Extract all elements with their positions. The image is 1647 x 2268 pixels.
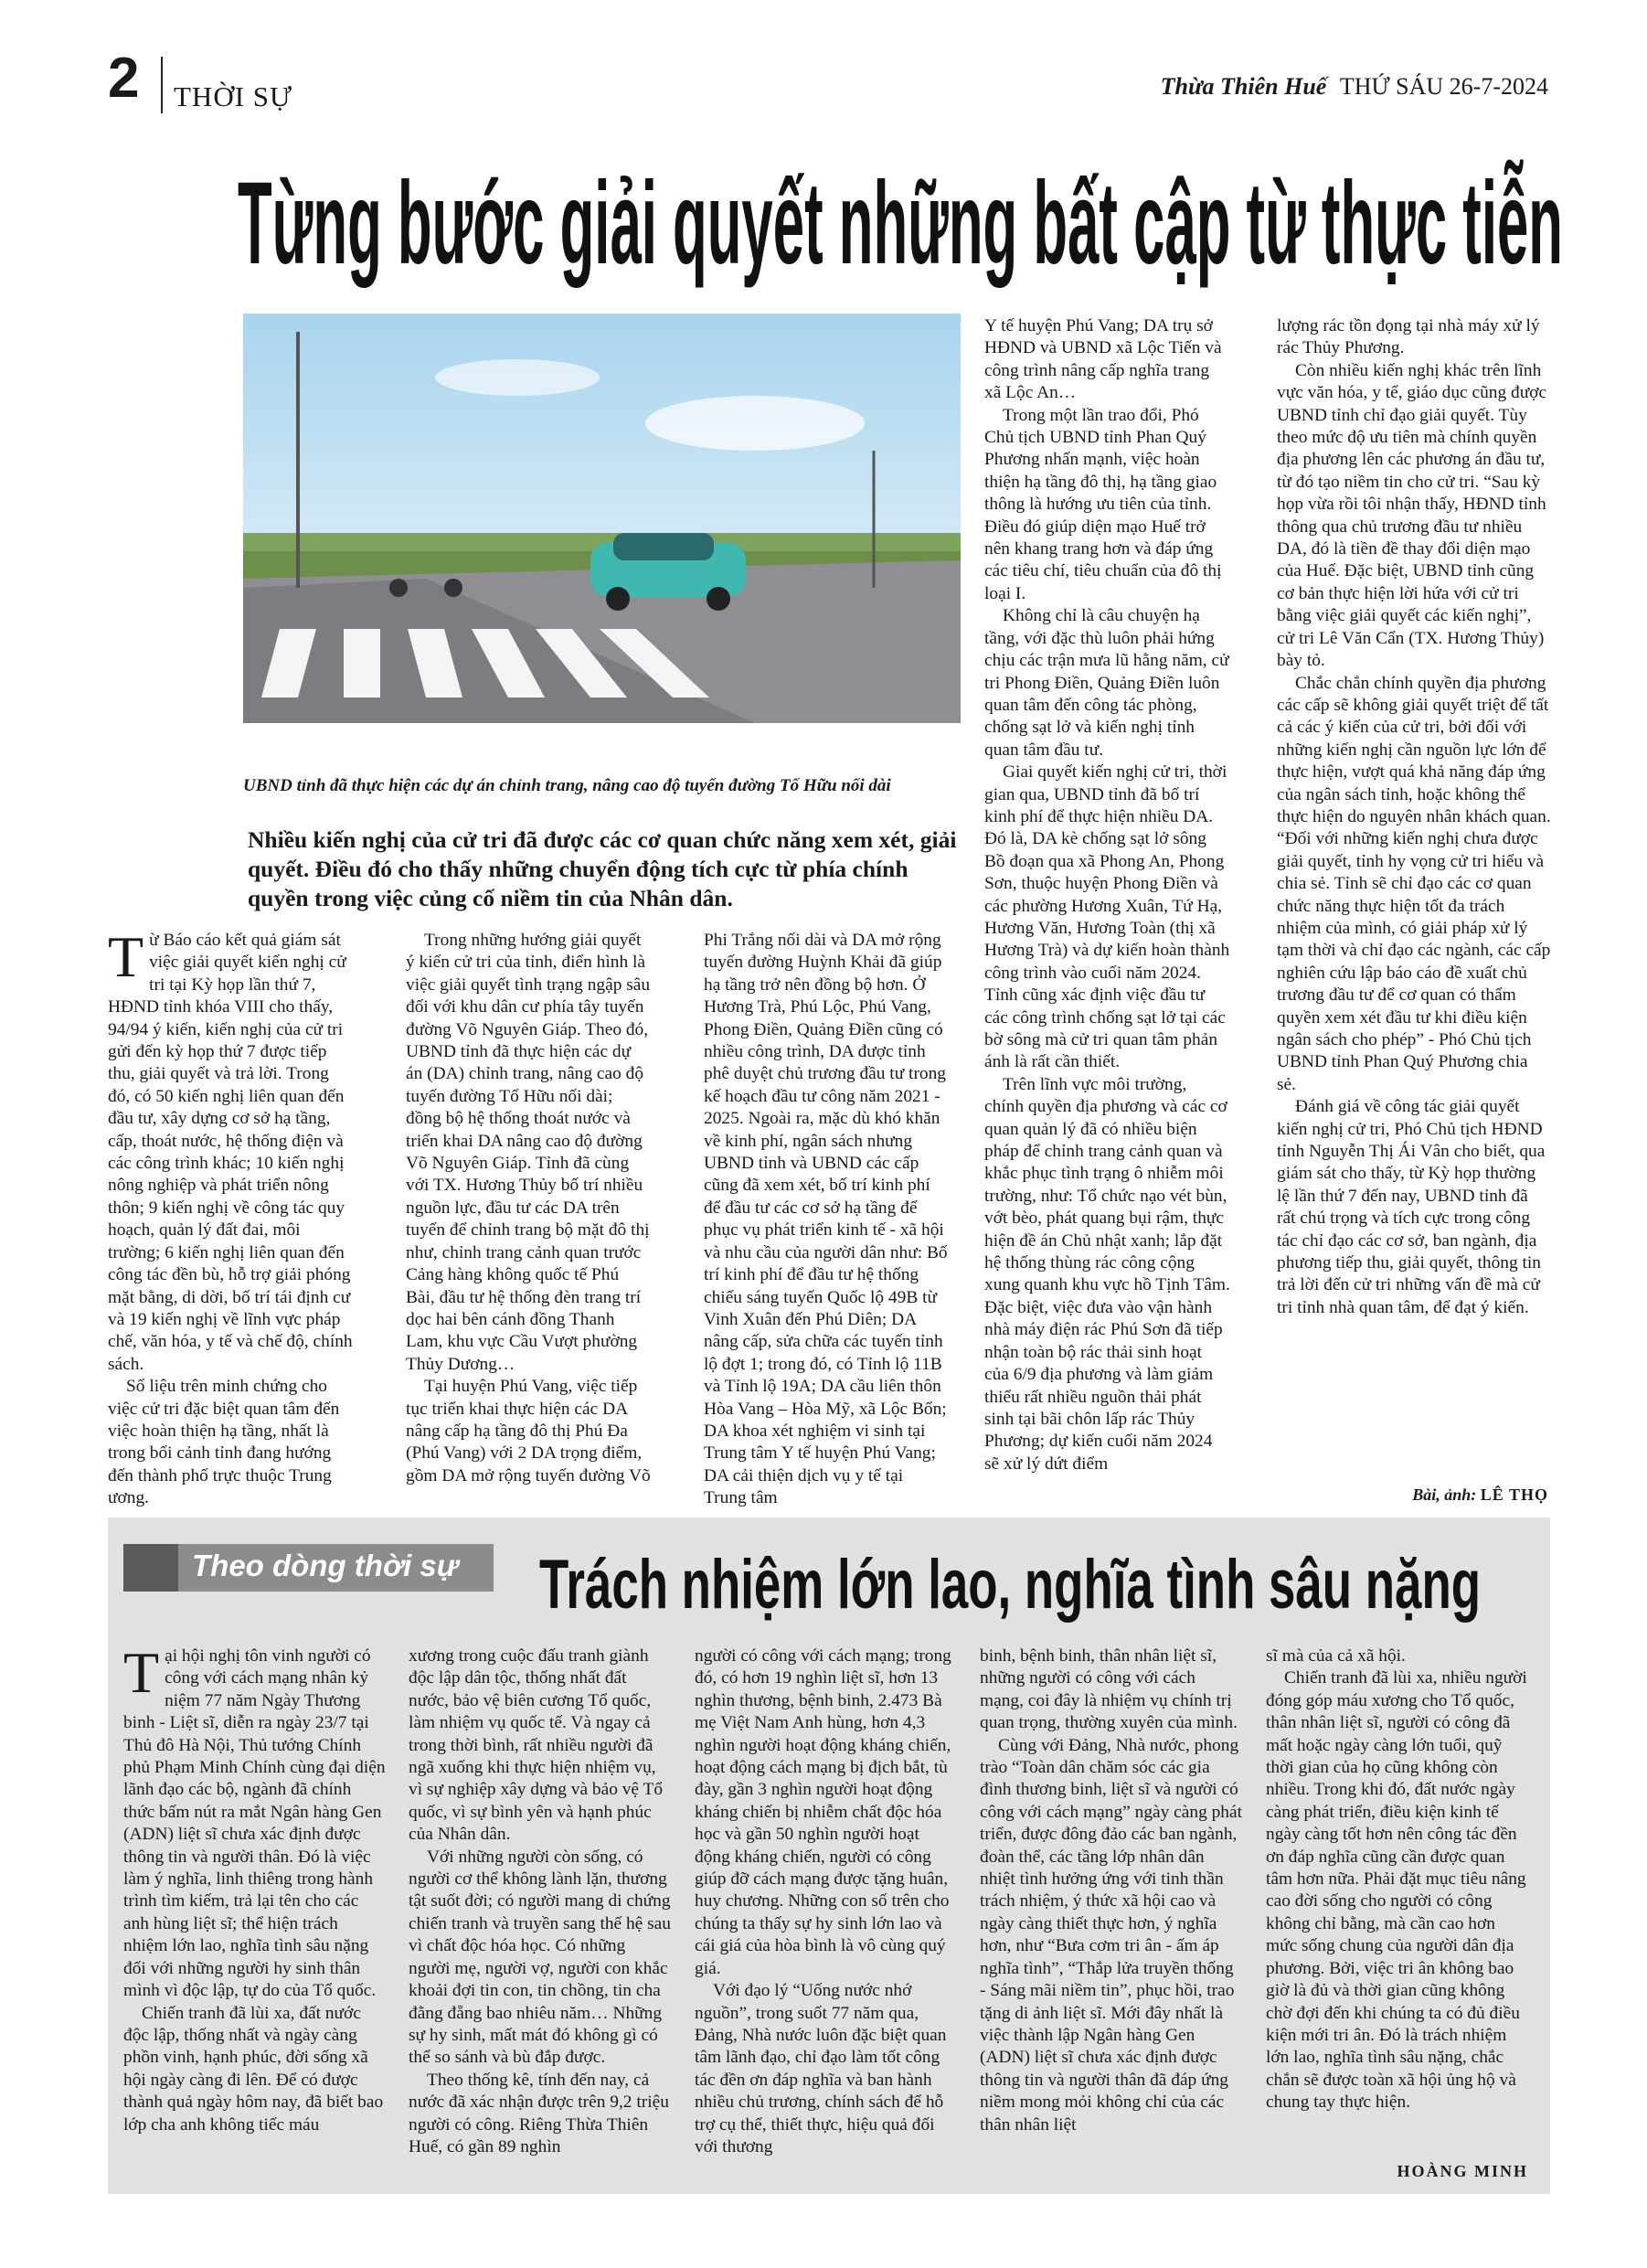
article1-column-1	[108, 924, 354, 1510]
paragraph	[108, 924, 354, 1376]
headline-text: Trách nhiệm lớn lao, nghĩa tình sâu nặng	[539, 1546, 1481, 1623]
headline-text: Từng bước giải quyết những bất cập từ thực tiễn	[238, 158, 1563, 289]
masthead	[1161, 73, 1548, 101]
article1-byline	[1412, 1485, 1548, 1505]
article-lede: Nhiều kiến nghị của cử tri đã được các cơ quan chức năng xem xét, giải quyết. Điều đó cho thấy những chuyển động tích cực từ phía chính quyền trong việc củng cố niềm tin của Nhân dân.	[248, 826, 957, 911]
paragraph: Tại huyện Phú Vang, việc tiếp tục triển khai thực hiện các DA nâng cấp hạ tầng đô thị Phú Đa (Phú Vang) với 2 DA trọng điểm, gồm DA mở rộng tuyến đường Võ	[406, 1377, 651, 1485]
section-label: THỜI SỰ	[174, 80, 293, 112]
paragraph: Cùng với Đảng, Nhà nước, phong trào “Toàn dân chăm sóc các gia đình thương binh, liệt sĩ và người có công với cách mạng” ngày càng phát triển, được đông đảo các ban ngành, đoàn thể, các tầng lớp nhân dân nhiệt tình hưởng ứng với tinh thần trách nhiệm, ý thức xã hội cao và ngày càng thiết thực hơn, ý nghĩa hơn, như “Bưa cơm tri ân - ấm áp nghĩa tình”, “Thắp lửa truyền thống - Sáng mãi niềm tin”, phục hồi, trao tặng di ảnh liệt sĩ. Mới đây nhất là việc thành lập Ngân hàng Gen (ADN) liệt sĩ chưa xác định được thông tin và người thân đã đáp ứng niềm mong mỏi không chỉ của các thân nhân liệt	[980, 1735, 1242, 2135]
paragraph: Phi Trắng nối dài và DA mở rộng tuyến đường Huỳnh Khải đã giúp hạ tầng trở nên đồng bộ hơn. Ở Hương Trà, Phú Lộc, Phú Vang, Phong Điền, Quảng Điền cũng có nhiều công trình, DA được tỉnh phê duyệt chủ trương đầu tư trong kế hoạch đầu tư công năm 2021 - 2025. Ngoài ra, mặc dù khó khăn về kinh phí, ngân sách nhưng UBND tỉnh và UBND các cấp cũng đã xem xét, bố trí kinh phí để đầu tư các cơ sở hạ tầng để phục vụ phát triển kinh tế - xã hội và nhu cầu của người dân như: Bố trí kinh phí để đầu tư hệ thống chiếu sáng tuyến Quốc lộ 49B từ Vinh Xuân đến Phú Diên; DA nâng cấp, sửa chữa các tuyến tỉnh lộ đợt 1; trong đó, có Tỉnh lộ 11B và Tỉnh lộ 19A; DA cầu liên thôn Hòa Vang – Hòa Mỹ, xã Lộc Bổn; DA khoa xét nghiệm vi sinh tại Trung tâm Y tế huyện Phú Vang; DA cải thiện dịch vụ y tế tại Trung tâm	[704, 931, 948, 1508]
article2-column-4	[980, 1645, 1242, 2136]
paragraph: Giai quyết kiến nghị cử tri, thời gian qua, UBND tỉnh đã bố trí kinh phí để thực hiện nhiều DA. Đó là, DA kè chống sạt lở sông Bồ đoạn qua xã Phong An, Phong Sơn, thuộc huyện Phong Điền và các phường Hương Xuân, Tứ Hạ, Hương Văn, Hương Toàn (thị xã Hương Trà) và dự kiến hoàn thành công trình vào cuối năm 2024. Tỉnh cũng xác định việc đầu tư các công trình chống sạt lở tại các bờ sông mà cử tri quan tâm phản ánh là rất cần thiết.	[984, 762, 1230, 1072]
paragraph: Không chỉ là câu chuyện hạ tầng, với đặc thù luôn phải hứng chịu các trận mưa lũ hằng năm, cử tri Phong Điền, Quảng Điền luôn quan tâm đến công tác phòng, chống sạt lở và kiến nghị tỉnh quan tâm đầu tư.	[984, 606, 1229, 760]
article2-column-1	[123, 1640, 386, 2136]
column-tag: Theo dòng thời sự	[192, 1549, 459, 1582]
paragraph: Chiến tranh đã lùi xa, nhiều người đóng góp máu xương cho Tổ quốc, thân nhân liệt sĩ, người có công đã mất hoặc ngày càng lớn tuổi, quỹ thời gian của họ cũng không còn nhiều. Trong khi đó, đất nước ngày càng phát triển, điều kiện kinh tế ngày càng tốt hơn nên công tác đền ơn đáp nghĩa cũng cần được quan tâm hơn nữa. Phải đặt mục tiêu nâng cao đời sống cho người có công không chỉ bằng, mà cần cao hơn mức sống chung của người dân địa phương. Bởi, việc tri ân không bao giờ là đủ và thời gian cũng không chờ đợi đến khi chúng ta có đủ điều kiện mới tri ân. Đó là trách nhiệm lớn lao, nghĩa tình sâu nặng, chắc chắn sẽ được toàn xã hội ủng hộ và chung tay thực hiện.	[1266, 1668, 1527, 2113]
paragraph: xương trong cuộc đấu tranh giành độc lập dân tộc, thống nhất đất nước, bảo vệ biên cương Tổ quốc, làm nhiệm vụ quốc tế. Và ngay cả trong thời bình, rất nhiều người đã ngã xuống khi thực hiện nhiệm vụ, vì sự nghiệp xây dựng và bảo vệ Tổ quốc, vì sự bình yên và hạnh phúc của Nhân dân.	[409, 1646, 664, 1845]
paragraph: người có công với cách mạng; trong đó, có hơn 19 nghìn liệt sĩ, hơn 13 nghìn thương, bệnh binh, 2.473 Bà mẹ Việt Nam Anh hùng, hơn 4,3 nghìn người hoạt động kháng chiến, hoạt động cách mạng bị địch bắt, tù đày, gần 3 nghìn người hoạt động kháng chiến bị nhiễm chất độc hóa học và gần 50 nghìn người hoạt động kháng chiến, người có công giúp đỡ cách mạng được tặng huân, huy chương. Những con số trên cho chúng ta thấy sự hy sinh lớn lao và cái giá của hòa bình là vô cùng quý giá.	[695, 1646, 951, 1978]
article2-byline: HOÀNG MINH	[1397, 2162, 1528, 2180]
paragraph: sĩ mà của cả xã hội.	[1266, 1646, 1406, 1666]
photo-caption: UBND tỉnh đã thực hiện các dự án chỉnh trang, nâng cao độ tuyến đường Tố Hữu nối dài	[243, 776, 891, 795]
publication-name: Thừa Thiên Huế	[1160, 73, 1327, 100]
paragraph: Y tế huyện Phú Vang; DA trụ sở HĐND và UBND xã Lộc Tiến và công trình nâng cấp nghĩa trang xã Lộc An…	[984, 316, 1222, 403]
article2-column-2	[409, 1645, 671, 2158]
section-divider	[161, 57, 163, 113]
article2-column-5	[1266, 1645, 1528, 2114]
paragraph-text: ại hội nghị tôn vinh người có công với cách mạng nhân kỷ niệm 77 năm Ngày Thương binh - Liệt sĩ, diễn ra ngày 23/7 tại Thủ đô Hà Nội, Thủ tướng Chính phủ Phạm Minh Chính cùng đại diện lãnh đạo các bộ, ngành đã chính thức bấm nút ra mắt Ngân hàng Gen (ADN) liệt sĩ chưa xác định được thông tin và người thân. Đó là việc làm ý nghĩa, linh thiêng trong hành trình tìm kiếm, trả lại tên cho các anh hùng liệt sĩ; thể hiện trách nhiệm lớn lao, nghĩa tình sâu nặng đối với những người hy sinh thân mình vì độc lập, tự do của Tổ quốc.	[123, 1646, 386, 2001]
article1-column-2	[406, 930, 652, 1487]
drop-cap: T	[108, 924, 144, 989]
byline-prefix: Bài, ảnh:	[1412, 1485, 1477, 1504]
paragraph: Còn nhiều kiến nghị khác trên lĩnh vực văn hóa, y tế, giáo dục cũng được UBND tỉnh chỉ đạo giải quyết. Tùy theo mức độ ưu tiên mà chính quyền địa phương lên các phương án đầu tư, từ đó tạo niềm tin cho cử tri. “Sau kỳ họp vừa rồi tôi nhận thấy, HĐND tỉnh thông qua chủ trương đầu tư nhiều DA, đó là tiền đề thay đổi diện mạo của Huế. Đặc biệt, UBND tỉnh cũng cơ bản thực hiện lời hứa với cử tri bằng việc giải quyết các kiến nghị”, cử tri Lê Văn Cẩn (TX. Hương Thủy) bày tỏ.	[1277, 360, 1547, 671]
article1-column-4	[984, 315, 1230, 1475]
paragraph: Trong những hướng giải quyết ý kiến cử tri của tỉnh, điển hình là việc giải quyết tình trạng ngập sâu đối với khu dân cư phía tây tuyến đường Võ Nguyên Giáp. Theo đó, UBND tỉnh đã thực hiện các dự án (DA) chỉnh trang, nâng cao độ tuyến đường Tố Hữu nối dài; đồng bộ hệ thống thoát nước và triển khai DA nâng cao độ đường Võ Nguyên Giáp. Tỉnh đã cùng với TX. Hương Thủy bố trí nhiều nguồn lực, đầu tư các DA trên tuyến để chỉnh trang bộ mặt đô thị như, chỉnh trang cảnh quan trước Cảng hàng không quốc tế Phú Bài, đầu tư hệ thống đèn trang trí dọc hai bên cánh đồng Thanh Lam, khu vực Cầu Vượt phường Thủy Dương…	[406, 931, 651, 1374]
article1-column-3	[704, 930, 950, 1510]
paragraph	[123, 1640, 386, 2003]
paragraph: Với đạo lý “Uống nước nhớ nguồn”, trong suốt 77 năm qua, Đảng, Nhà nước luôn đặc biệt quan tâm lãnh đạo, chỉ đạo làm tốt công tác đền ơn đáp nghĩa và ban hành nhiều chủ trương, chính sách để hỗ trợ cụ thể, thiết thực, hiệu quả đối với thương	[695, 1981, 947, 2156]
page-number: 2	[108, 47, 140, 110]
paragraph: Với những người còn sống, có người cơ thể không lành lặn, thương tật suốt đời; có người mang di chứng chiến tranh và truyền sang thế hệ sau vì chất độc hóa học. Có những người mẹ, người vợ, người con khắc khoải đợi tin con, tin chồng, tin cha đằng đẵng bao nhiêu năm… Những sự hy sinh, mất mát đó không gì có thể so sánh và bù đắp được.	[409, 1847, 671, 2068]
paragraph: Chiến tranh đã lùi xa, đất nước độc lập, thống nhất và ngày càng phồn vinh, hạnh phúc, đời sống xã hội ngày càng đi lên. Để có được thành quả ngày hôm nay, đã biết bao lớp cha anh không tiếc máu	[123, 2003, 384, 2135]
paragraph: Số liệu trên minh chứng cho việc cử tri đặc biệt quan tâm đến việc hoàn thiện hạ tầng, nhất là trong bối cảnh tỉnh đang hướng đến thành phố trực thuộc Trung ương.	[108, 1377, 340, 1508]
paragraph: Trên lĩnh vực môi trường, chính quyền địa phương và các cơ quan quản lý đã có nhiều biện pháp để chỉnh trang cảnh quan và khắc phục tình trạng ô nhiễm môi trường, như: Tổ chức nạo vét bùn, vớt bèo, phát quang bụi rậm, thực hiện đề án Chủ nhật xanh; lắp đặt hệ thống thùng rác công cộng xung quanh khu vực hồ Tịnh Tâm. Đặc biệt, việc đưa vào vận hành nhà máy điện rác Phú Sơn đã tiếp nhận toàn bộ rác thải sinh hoạt của 6/9 địa phương và làm giảm thiểu rất nhiều nguồn thải phát sinh tại bãi chôn lấp rác Thủy Phương; dự kiến cuối năm 2024 sẽ xử lý dứt điểm	[984, 1074, 1230, 1474]
commentary-headline	[535, 1539, 1485, 1623]
article-photo	[243, 314, 961, 723]
article1-column-5	[1277, 315, 1551, 1319]
paragraph: Chắc chắn chính quyền địa phương các cấp sẽ không giải quyết triệt để tất cả các ý kiến của cử tri, bởi đối với những kiến nghị cần nguồn lực lớn để thực hiện, vượt quá khả năng đáp ứng của ngân sách tỉnh, hoặc không thể thực hiện do nguyên nhân khách quan. “Đối với những kiến nghị chưa được giải quyết, tỉnh hy vọng cử tri hiểu và chia sẻ. Tỉnh sẽ chỉ đạo các cơ quan chức năng thực hiện tốt đa trách nhiệm của mình, có giải pháp xử lý tạm thời và chỉ đạo các ngành, các cấp nghiên cứu lập báo cáo đề xuất chủ trương đầu tư để cơ quan có thẩm quyền xem xét đầu tư khi điều kiện ngân sách cho phép” - Phó Chủ tịch UBND tỉnh Phan Quý Phương chia sẻ.	[1277, 673, 1551, 1094]
paragraph-text: ừ Báo cáo kết quả giám sát việc giải quyết kiến nghị cử tri tại Kỳ họp lần thứ 7, HĐND tỉnh khóa VIII cho thấy, 94/94 ý kiến, kiến nghị của cử tri gửi đến kỳ họp thứ 7 được tiếp thu, giải quyết và trả lời. Trong đó, có 50 kiến nghị liên quan đến đầu tư, xây dựng cơ sở hạ tầng, cấp, thoát nước, hệ thống điện và các công trình khác; 10 kiến nghị nông nghiệp và phát triển nông thôn; 9 kiến nghị về công tác quy hoạch, quản lý đất đai, môi trường; 6 kiến nghị liên quan đến công tác đền bù, hỗ trợ giải phóng mặt bằng, di dời, bố trí tái định cư và 19 kiến nghị về lĩnh vực pháp chế, văn hóa, y tế và chế độ, chính sách.	[108, 931, 353, 1374]
column-tag-accent	[123, 1544, 178, 1592]
article-headline	[228, 155, 1572, 293]
paragraph: Theo thống kê, tính đến nay, cả nước đã xác nhận được trên 9,2 triệu người có công. Riêng Thừa Thiên Huế, có gần 89 nghìn	[409, 2070, 669, 2156]
byline-name: LÊ THỌ	[1480, 1485, 1548, 1504]
paragraph: Trong một lần trao đổi, Phó Chủ tịch UBND tỉnh Phan Quý Phương nhấn mạnh, việc hoàn thiện hạ tầng đô thị, hạ tầng giao thông là hướng ưu tiên của tỉnh. Điều đó giúp diện mạo Huế trở nên khang trang hơn và đáp ứng các tiêu chí, tiêu chuẩn của đô thị loại I.	[984, 405, 1222, 603]
issue-date: THỨ SÁU 26-7-2024	[1339, 73, 1548, 100]
article2-column-3	[695, 1645, 957, 2158]
drop-cap: T	[123, 1640, 160, 1705]
paragraph: binh, bệnh binh, thân nhân liệt sĩ, những người có công với cách mạng, coi đây là nhiệm vụ chính trị quan trọng, thường xuyên của mình.	[980, 1646, 1238, 1733]
paragraph: lượng rác tồn đọng tại nhà máy xử lý rác Thủy Phương.	[1277, 316, 1540, 358]
paragraph: Đánh giá về công tác giải quyết kiến nghị cử tri, Phó Chủ tịch HĐND tỉnh Nguyễn Thị Ái Vân cho biết, qua giám sát cho thấy, từ Kỳ họp thường lệ lần thứ 7 đến nay, UBND tỉnh đã rất chú trọng và tích cực trong công tác chỉ đạo các cơ sở, ban ngành, địa phương tiếp thu, giải quyết, thông tin trả lời đến cử tri những vấn đề mà cử tri tỉnh nhà quan tâm, để đạt ý kiến.	[1277, 1097, 1546, 1317]
